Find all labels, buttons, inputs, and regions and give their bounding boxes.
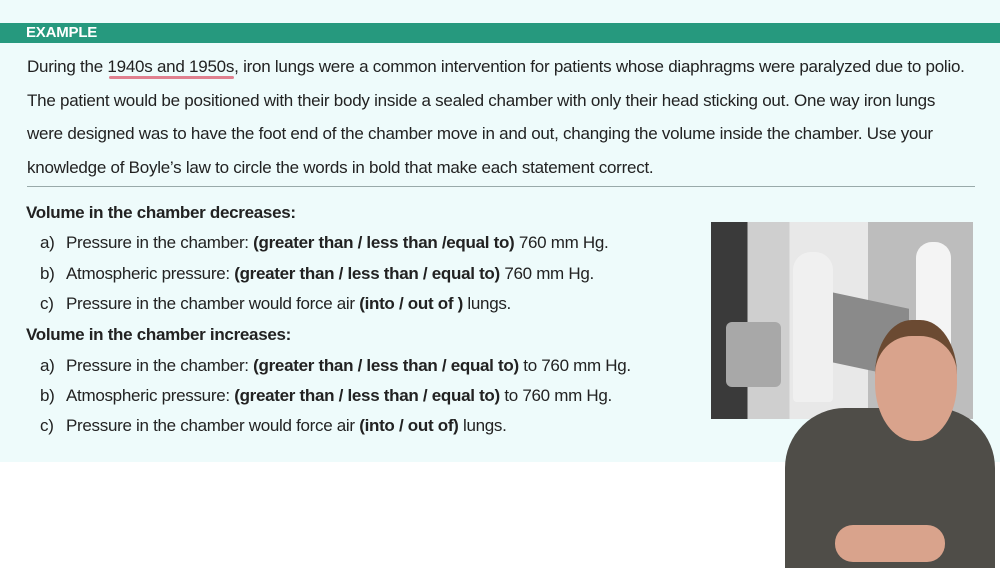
intro-paragraph: [27, 50, 967, 184]
example-label: EXAMPLE: [26, 24, 98, 41]
question-item: [40, 294, 511, 314]
highlighted-years: 1940s and 1950s: [107, 57, 235, 76]
question-item: [40, 386, 612, 406]
item-text: Pressure in the chamber:: [66, 356, 254, 375]
item-text: Atmospheric pressure:: [66, 386, 235, 405]
example-header: [0, 23, 1000, 43]
item-tail: to 760 mm Hg.: [518, 356, 631, 375]
item-choices: (greater than / less than / equal to): [234, 386, 500, 405]
item-label: c): [40, 294, 54, 313]
item-choices: (greater than / less than / equal to): [234, 264, 500, 283]
divider: [27, 186, 975, 187]
item-label: c): [40, 416, 54, 435]
question-item: [40, 233, 608, 253]
item-tail: 760 mm Hg.: [514, 233, 609, 252]
item-label: a): [40, 356, 55, 375]
presenter-hands: [835, 525, 945, 562]
item-text: Pressure in the chamber:: [66, 233, 254, 252]
item-label: b): [40, 386, 55, 405]
item-label: b): [40, 264, 55, 283]
item-tail: lungs.: [458, 416, 507, 435]
question-item: [40, 264, 594, 284]
item-tail: lungs.: [462, 294, 511, 313]
item-choices: (greater than / less than /equal to): [253, 233, 515, 252]
item-text: Pressure in the chamber would force air: [66, 294, 360, 313]
section-heading-increases: Volume in the chamber increases:: [26, 325, 292, 344]
presenter-head: [875, 320, 957, 441]
item-choices: (into / out of ): [359, 294, 463, 313]
item-tail: to 760 mm Hg.: [499, 386, 612, 405]
item-label: a): [40, 233, 55, 252]
question-item: [40, 356, 631, 376]
question-item: [40, 416, 507, 436]
item-choices: (into / out of): [359, 416, 459, 435]
item-tail: 760 mm Hg.: [499, 264, 594, 283]
item-text: Atmospheric pressure:: [66, 264, 235, 283]
photo-tank: [726, 322, 781, 387]
item-choices: (greater than / less than / equal to): [253, 356, 519, 375]
item-text: Pressure in the chamber would force air: [66, 416, 360, 435]
intro-text: During the: [27, 57, 108, 76]
presenter-video: [775, 320, 1000, 562]
intro-text-rest: , iron lungs were a common intervention for patients whose diaphragms were paralyzed due to polio. The patient would be positioned with their body inside a sealed chamber with only their head sticking out. One way iron lungs were designed was to have the foot end of the chamber move in and out, changing the volume inside the chamber. Use your knowledge of Boyle’s law to circle the words in bold that make each statement correct.: [27, 57, 965, 177]
section-heading-decreases: Volume in the chamber decreases:: [26, 203, 296, 222]
